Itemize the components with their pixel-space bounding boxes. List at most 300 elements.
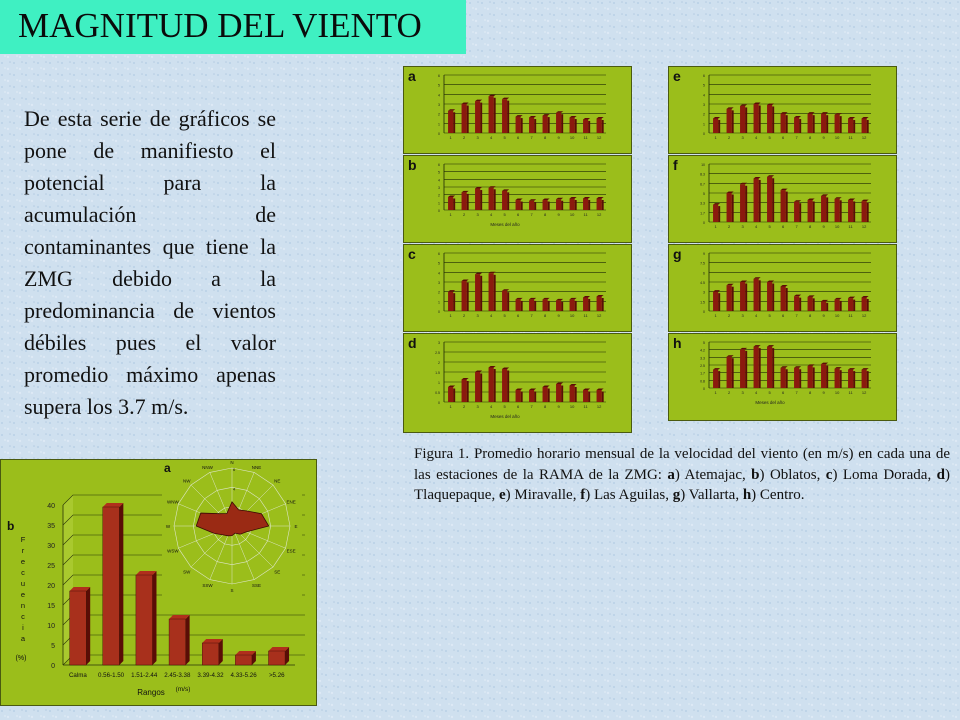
bar-top [529,116,536,118]
bar [740,106,745,133]
x-tick-label: Calma [68,672,87,679]
bar [713,119,718,134]
bar [754,347,759,388]
frequency-chart-panel [0,459,317,706]
bar [516,200,521,210]
bar-top [597,197,604,199]
bar-top [570,298,577,300]
y-tick-label: 0 [438,401,440,405]
bar-side [152,571,156,665]
x-tick-label: 11 [848,224,853,229]
bar-side [494,189,496,210]
bar-side [588,200,590,210]
x-tick-label: 10 [834,135,840,140]
bar-side [561,201,563,210]
x-tick-label: 3 [741,313,744,318]
bar [570,386,575,403]
bar-top [529,389,536,391]
bar-top [489,272,496,274]
bar-top [475,100,482,102]
bar-top [754,277,761,279]
bar [597,119,602,134]
bar-side [534,392,536,403]
bar-side [826,115,828,133]
x-tick-label: 6 [516,313,520,318]
bar-top [713,203,720,205]
bar [462,192,467,210]
bar-top [740,104,747,106]
bar [516,299,521,311]
bar-side [772,178,774,222]
bar [583,390,588,402]
bar-top [556,383,563,385]
y-tick-label: 30 [47,543,55,550]
station-chart-e [668,66,897,154]
bar-side [480,374,482,403]
x-tick-label: 10 [569,135,575,140]
y-tick-label: 2 [438,290,440,295]
bar-side [799,298,801,311]
x-tick-label: 9 [822,224,825,229]
bar-top [862,368,869,370]
bar-side [453,293,455,311]
y-tick-label: 3 [438,103,440,107]
bar [754,179,759,223]
x-tick-label: 4 [489,313,493,318]
y-tick-label: 5 [51,643,55,650]
x-tick-label: 6 [516,404,520,409]
bar-side [534,202,536,210]
bar [767,177,772,222]
x-axis-unit: (m/s) [175,686,191,693]
direction-label: ENE [286,499,296,505]
bar-top [862,296,869,298]
bar-top [848,198,855,200]
bar-side [867,299,869,311]
x-tick-label: 9 [557,135,560,140]
bar [462,380,467,403]
x-tick-label: 1 [449,212,452,217]
x-tick-label: 1 [714,313,717,318]
bar-side [588,299,590,311]
y-tick-label: 2.5 [435,351,440,355]
y-tick-label: 5 [438,261,440,266]
y-tick-label: 5 [703,192,705,196]
bar-top [848,368,855,370]
x-tick-label: 4 [489,212,493,217]
bar [767,347,772,388]
bar-top [821,363,828,365]
x-tick-label: 10 [569,313,575,318]
bar [462,104,467,133]
y-tick-label: 5 [703,341,705,345]
direction-label: WSW [167,548,179,554]
bar-top [448,386,455,388]
y-axis-label-char: c [21,568,25,577]
x-axis-label: Rangos [137,688,165,697]
bar-side [759,280,761,311]
bar [862,297,867,311]
x-tick-label: 3 [741,224,744,229]
station-chart-b [403,155,632,243]
bar [462,281,467,311]
y-tick-label: 25 [47,563,55,570]
caption-letter: b [751,466,760,483]
bar-top [583,296,590,298]
caption-text: ) Atemajac, [674,466,752,483]
bar [835,299,840,311]
bar-top [597,389,604,391]
x-tick-label: 9 [557,404,560,409]
bar [848,370,853,388]
bar-top [543,298,550,300]
bar [448,292,453,311]
bar [713,370,718,388]
bar [583,119,588,133]
bar-side [853,371,855,388]
bar [583,297,588,311]
x-tick-label: 11 [848,390,853,395]
bar [543,299,548,311]
bar-side [759,348,761,388]
x-tick-label: 3 [476,135,479,140]
y-tick-label: 3 [438,281,440,285]
x-tick-label: 9 [822,390,825,395]
bar-top [754,345,761,347]
bar-top [516,115,523,117]
x-tick-label: 6 [781,224,785,229]
x-tick-label: 3 [476,212,479,217]
bar-top [848,117,855,119]
caption-text: ) Tlaquepaque, [414,466,950,503]
bar-top [529,199,536,201]
bar [448,111,453,133]
bar [268,651,285,665]
bar [835,199,840,222]
bar-side [826,366,828,388]
bar [781,368,786,388]
x-tick-label: 8 [543,404,547,409]
bar-top [781,189,788,191]
panel-letter: g [673,246,682,262]
bar-top [862,117,869,119]
x-tick-label: 8 [808,313,812,318]
y-tick-label: 1 [438,381,440,385]
y-tick-label: 0 [438,209,440,213]
bar-chart-g [669,245,896,331]
bar-top [583,197,590,199]
bar-top [835,298,842,300]
panel-letter: h [673,335,682,351]
direction-label: SSW [202,583,213,589]
bar [754,279,759,311]
x-tick-label: 7 [795,390,798,395]
x-tick-label: 3 [476,404,479,409]
bar [169,619,186,665]
bar-top [502,98,509,100]
bar-top [502,368,509,370]
bar [556,199,561,210]
y-tick-label: 7.5 [700,261,705,266]
bar-top [848,297,855,299]
x-tick-label: >5.26 [268,672,285,679]
y-tick-label: 10 [701,163,705,167]
bar [597,297,602,312]
bar-top [462,378,469,380]
bar-chart-h [669,334,896,420]
bar-side [453,389,455,403]
bar [848,119,853,134]
bar-side [507,101,509,133]
bar [543,387,548,402]
x-tick-label: 10 [834,224,840,229]
bar-top [489,366,496,368]
bar [529,390,534,402]
bar [862,370,867,388]
y-tick-label: 0 [703,221,705,225]
y-tick-label: 5 [438,83,440,88]
bar-side [575,119,577,133]
bar-chart-b [404,156,631,242]
bar-top [794,116,801,118]
caption-text: Figura 1. Promedio horario mensual de la velocidad del viento (en m/s) en cada una de las estaciones de la RAMA de la ZMG: [414,446,950,483]
bar [475,372,480,402]
x-tick-label: 1 [449,313,452,318]
caption-text: ) Oblatos, [759,466,826,483]
bar-side [494,98,496,133]
bar [489,273,494,311]
bar-top [821,194,828,196]
y-tick-label: 2 [438,112,440,117]
x-tick-label: 2 [727,135,731,140]
x-tick-label: 11 [583,313,588,318]
x-tick-label: 0.56-1.50 [97,672,125,679]
y-tick-label: 20 [47,583,55,590]
bar-top [781,285,788,287]
bar [713,292,718,311]
x-tick-label: 6 [516,135,520,140]
y-tick-label: 1 [703,122,705,127]
x-tick-label: 12 [596,404,602,409]
y-tick-label: 1.7 [700,211,705,216]
bar-top [835,197,842,199]
panel-letter: a [408,68,416,84]
bar-side [494,369,496,402]
bar-side [507,292,509,311]
bar-side [718,206,720,222]
x-tick-label: 9 [557,313,560,318]
x-tick-label: 6 [781,135,785,140]
y-tick-label: 4.5 [700,281,705,285]
y-tick-label: 0 [703,132,705,136]
direction-label: NE [274,478,281,484]
bar-side [813,298,815,311]
bar [781,114,786,133]
y-tick-label: 6 [703,271,705,276]
y-tick-label: 3.3 [700,201,705,206]
x-tick-label: 9 [557,212,560,217]
bar [821,114,826,133]
bar [808,200,813,222]
bar [556,384,561,402]
bar-top [767,175,774,177]
y-tick-label: 2.5 [700,364,705,368]
bar [767,105,772,133]
bar-side [521,118,523,133]
y-axis-unit: (%) [15,655,27,662]
x-tick-label: 8 [808,135,812,140]
x-tick-label: 12 [861,313,867,318]
station-chart-c [403,244,632,332]
y-tick-label: 2 [703,112,705,117]
y-axis-label-char: c [21,612,25,621]
x-tick-label: 3 [741,135,744,140]
bar [543,116,548,133]
bar-top [583,389,590,391]
bar-top [767,103,774,105]
x-tick-label: 1 [714,224,717,229]
bar [794,118,799,133]
bar-top [727,107,734,109]
bar-top [597,295,604,297]
bar-top [570,116,577,118]
radar-ring-label: 4 [233,486,236,492]
y-tick-label: 6.7 [700,182,705,187]
bar-top [543,114,550,116]
y-axis-label-char: e [20,557,26,566]
bar-side [718,120,720,133]
x-tick-label: 2 [462,404,466,409]
bar-side [813,367,815,388]
bar-top [475,273,482,275]
bar [448,197,453,210]
bar-side [602,298,604,311]
y-tick-label: 4.2 [700,348,705,353]
bar [740,282,745,311]
direction-label: SW [183,569,191,575]
bar-side [507,371,509,403]
bar-side [772,106,774,133]
y-axis-label-char: e [20,590,26,599]
y-tick-label: 0 [703,310,705,314]
bar-side [602,120,604,133]
bar-side [480,103,482,133]
x-tick-label: 12 [861,224,867,229]
bar [862,201,867,222]
bar-side [745,284,747,312]
x-tick-label: 3.39-4.32 [197,672,224,679]
x-tick-label: 4 [754,313,758,318]
x-tick-label: 10 [569,212,575,217]
direction-label: E [294,524,298,529]
bar-side [480,276,482,311]
bar-side [718,371,720,388]
bar [767,282,772,311]
x-tick-label: 3 [476,313,479,318]
bar-side [521,392,523,403]
direction-label: NNW [202,464,213,470]
x-tick-label: 1 [714,390,717,395]
direction-label: S [230,588,234,593]
bar-side [745,186,747,222]
panel-letter: e [673,68,681,84]
caption-letter: a [667,466,675,483]
bar-side [186,615,190,665]
bar-chart-c [404,245,631,331]
bar-side [840,301,842,311]
direction-label: ESE [286,548,296,554]
panel-letter: d [408,335,417,351]
caption-text: ) Las Aguilas, [585,487,673,503]
direction-label: W [165,524,171,529]
bar-side [467,106,469,134]
bar-top [502,289,509,291]
y-tick-label: 0.5 [435,391,440,395]
caption-letter: d [936,466,945,483]
y-tick-label: 8.3 [700,172,705,177]
x-tick-label: 12 [596,135,602,140]
bar-top [448,109,455,111]
x-tick-label: 7 [530,212,533,217]
bar-side [840,200,842,222]
bar [502,291,507,311]
x-axis-label: Meses del año [490,222,520,227]
bar-top [570,384,577,386]
x-tick-label: 5 [503,313,506,318]
bar-side [772,284,774,312]
bar-side [561,114,563,133]
bar-top [794,200,801,202]
bar-top [740,348,747,350]
bar [475,101,480,133]
x-tick-label: 7 [795,313,798,318]
x-tick-label: 5 [768,313,771,318]
x-tick-label: 11 [583,135,588,140]
bar-chart-d [404,334,631,434]
bar-side [534,119,536,133]
x-tick-label: 4 [754,224,758,229]
y-tick-label: 3 [703,290,705,295]
x-tick-label: 11 [848,313,853,318]
bar-top [516,298,523,300]
bar [516,117,521,133]
y-tick-label: 0 [438,310,440,314]
bar-top [556,198,563,200]
bar [727,193,732,222]
x-tick-label: 5 [768,135,771,140]
bar-side [602,200,604,210]
title-banner [0,0,466,54]
bar [489,188,494,210]
bar [835,369,840,388]
bar [502,369,507,402]
bar [821,196,826,222]
bar-top [781,366,788,368]
x-tick-label: 4 [754,390,758,395]
y-tick-label: 6 [438,74,440,78]
y-axis-label-char: u [20,579,26,588]
y-tick-label: 4 [703,93,705,98]
body-paragraph: De esta serie de gráficos se pone de manifiesto el potencial para la acumulación de contaminantes que tiene la ZMG debido a la predominancia de vientos débiles pues el valor promedio máximo apenas supera los 3.7 m/s. [24,106,276,419]
bar-side [588,392,590,403]
bar-side [521,202,523,210]
bar [781,287,786,311]
x-tick-label: 2 [462,135,466,140]
y-tick-label: 1.5 [700,300,705,305]
bar-side [732,110,734,133]
bar-side [718,293,720,311]
bar-side [853,300,855,311]
